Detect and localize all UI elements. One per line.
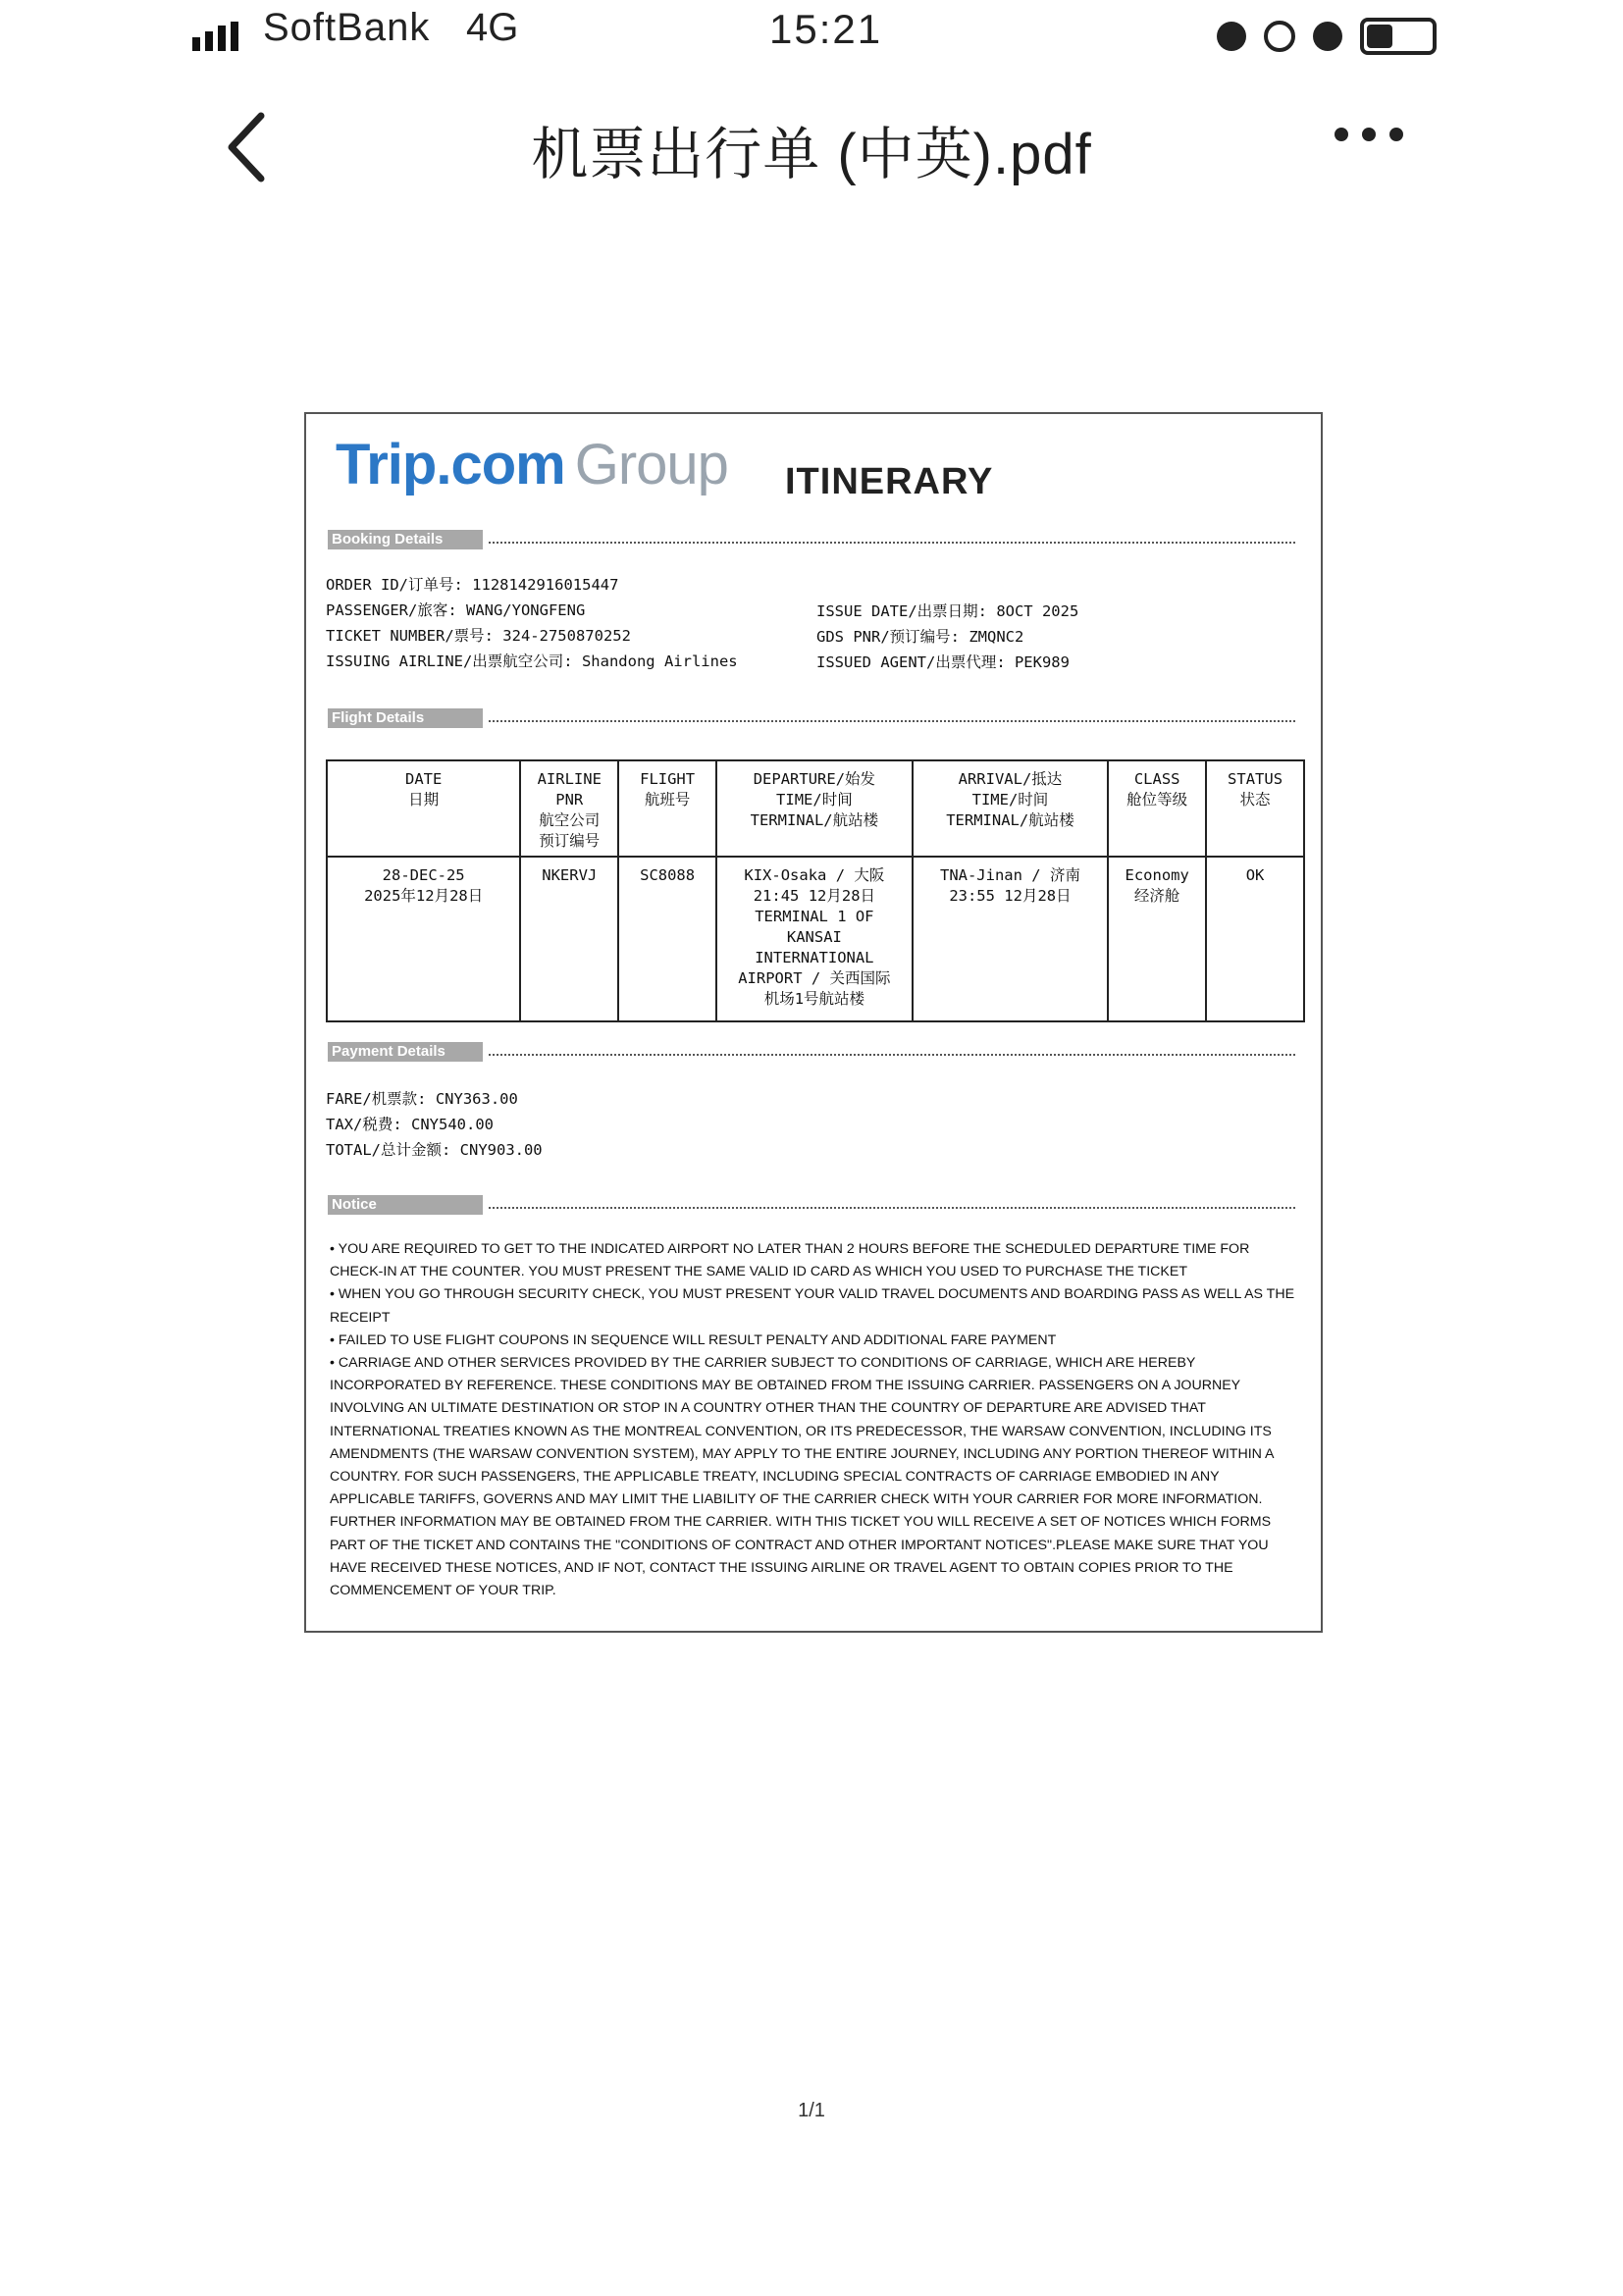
cell-text: 28-DEC-25 [382,866,465,884]
cell-text: 航班号 [644,791,691,809]
tax-amount: TAX/税费: CNY540.00 [326,1116,494,1133]
person-icon [1217,22,1246,51]
cell-text: TERMINAL 1 OF [755,908,874,925]
cell-text: Economy [1125,866,1189,884]
notification-icon [1313,22,1342,51]
network-type: 4G [466,6,519,49]
itinerary-heading: ITINERARY [785,461,994,502]
document-title: 机票出行单 (中英).pdf [531,123,1092,186]
cell-text: CLASS [1133,770,1180,788]
issued-agent: ISSUED AGENT/出票代理: PEK989 [816,653,1070,671]
table-header-cell-4 [913,760,1109,857]
cell-text: 经济舱 [1133,887,1180,905]
trip-com-logo [336,432,728,497]
status-icons [1217,18,1437,55]
divider [489,720,1295,722]
pdf-page [304,412,1323,1633]
carrier-name: SoftBank [263,6,431,49]
more-dot-icon [1389,128,1403,141]
divider [489,542,1295,544]
table-header-cell-1 [520,760,618,857]
cell-text: DEPARTURE/始发 [753,770,876,788]
cell-text: FLIGHT [640,770,696,788]
order-id: ORDER ID/订单号: 1128142916015447 [326,576,619,594]
passenger-name: PASSENGER/旅客: WANG/YONGFENG [326,601,586,619]
section-flight-details: Flight Details [328,708,483,728]
status-time: 15:21 [769,6,883,52]
cell-text: KIX-Osaka / 大阪 [744,866,885,884]
table-header-cell-3 [716,760,913,857]
table-cell-4 [913,857,1109,1021]
issuing-airline: ISSUING AIRLINE/出票航空公司: Shandong Airlines [326,652,738,670]
notice-list [330,1238,1301,1602]
cell-text: 机场1号航站楼 [763,990,865,1008]
nav-bar [0,88,1623,196]
cell-text: PNR [555,791,584,809]
table-cell-5 [1108,857,1206,1021]
cell-text: SC8088 [640,866,696,884]
cell-text: TIME/时间 [776,791,853,809]
table-cell-0 [327,857,520,1021]
notice-item: • FAILED TO USE FLIGHT COUPONS IN SEQUENCE WILL RESULT PENALTY AND ADDITIONAL FARE PAYMENT [330,1331,1057,1348]
cell-text: STATUS [1228,770,1283,788]
cell-text: ARRIVAL/抵达 [958,770,1063,788]
more-options-button[interactable] [1335,128,1413,157]
status-bar [0,0,1623,69]
cell-text: 航空公司 [539,811,601,829]
table-header-cell-0 [327,760,520,857]
signal-icon [192,22,238,51]
logo-trip: Trip.com [336,433,565,496]
cell-text: TERMINAL/航站楼 [946,811,1074,829]
cell-text: DATE [404,770,443,788]
cell-text: 状态 [1239,791,1271,809]
table-row [327,857,1304,1021]
logo-group: Group [574,433,728,496]
page-indicator: 1/1 [798,2100,825,2121]
divider [489,1054,1295,1056]
cell-text: TIME/时间 [971,791,1049,809]
more-dot-icon [1335,128,1348,141]
gds-pnr: GDS PNR/预订编号: ZMQNC2 [816,628,1024,646]
location-icon [1264,21,1295,52]
flight-table [326,759,1305,1022]
fare-amount: FARE/机票款: CNY363.00 [326,1090,518,1108]
notice-item: • CARRIAGE AND OTHER SERVICES PROVIDED BY THE CARRIER SUBJECT TO CONDITIONS OF CARRIAGE, WHICH ARE HEREBY INCORPORATED BY REFERENCE. THESE CONDITIONS MAY BE OBTAINED FROM THE ISSUING CARRIER. PASSENGERS ON A JOURNEY INVOLVING AN ULTIMATE DESTINATION OR STOP IN A COUNTRY OTHER THAN THE COUNTRY OF DEPARTURE ARE ADVISED THAT INTERNATIONAL TREATIES KNOWN AS THE MONTREAL CONVENTION, OR ITS PREDECESSOR, THE WARSAW CONVENTION, INCLUDING ITS AMENDMENTS (THE WARSAW CONVENTION SYSTEM), MAY APPLY TO THE ENTIRE JOURNEY, INCLUDING ANY PORTION THEREOF WITHIN A COUNTRY. FOR SUCH PASSENGERS, THE APPLICABLE TREATY, INCLUDING SPECIAL CONTRACTS OF CARRIAGE EMBODIED IN ANY APPLICABLE TARIFFS, GOVERNS AND MAY LIMIT THE LIABILITY OF THE CARRIER CHECK WITH YOUR CARRIER FOR MORE INFORMATION. FURTHER INFORMATION MAY BE OBTAINED FROM THE CARRIER. WITH THIS TICKET YOU WILL RECEIVE A SET OF NOTICES WHICH FORMS PART OF THE TICKET AND CONTAINS THE "CONDITIONS OF CONTRACT AND OTHER IMPORTANT NOTICES".PLEASE MAKE SURE THAT YOU HAVE RECEIVED THESE NOTICES, AND IF NOT, CONTACT THE ISSUING AIRLINE OR TRAVEL AGENT TO OBTAIN COPIES PRIOR TO THE COMMENCEMENT OF YOUR TRIP. [330,1355,1274,1599]
issue-date: ISSUE DATE/出票日期: 8OCT 2025 [816,602,1079,620]
cell-text: TNA-Jinan / 济南 [939,866,1080,884]
cell-text: KANSAI [786,928,842,946]
section-booking-details: Booking Details [328,530,483,549]
cell-text: 21:45 12月28日 [753,887,876,905]
cell-text: 2025年12月28日 [364,887,484,905]
cell-text: OK [1245,866,1265,884]
cell-text: AIRLINE [537,770,602,788]
table-cell-1 [520,857,618,1021]
cell-text: 舱位等级 [1126,791,1188,809]
table-header-cell-6 [1206,760,1304,857]
cell-text: TERMINAL/航站楼 [750,811,879,829]
table-header-cell-5 [1108,760,1206,857]
section-notice: Notice [328,1195,483,1215]
battery-icon [1360,18,1437,55]
cell-text: 预订编号 [539,832,601,850]
divider [489,1207,1295,1209]
more-dot-icon [1362,128,1376,141]
cell-text: 23:55 12月28日 [949,887,1072,905]
table-cell-3 [716,857,913,1021]
table-header-row [327,760,1304,857]
notice-item: • WHEN YOU GO THROUGH SECURITY CHECK, YOU MUST PRESENT YOUR VALID TRAVEL DOCUMENTS AND BOARDING PASS AS WELL AS THE RECEIPT [330,1286,1295,1326]
cell-text: INTERNATIONAL [755,949,874,966]
total-amount: TOTAL/总计金额: CNY903.00 [326,1141,543,1159]
table-cell-6 [1206,857,1304,1021]
table-header-cell-2 [618,760,716,857]
cell-text: NKERVJ [542,866,598,884]
table-cell-2 [618,857,716,1021]
cell-text: AIRPORT / 关西国际 [738,969,891,987]
section-payment-details: Payment Details [328,1042,483,1062]
cell-text: 日期 [408,791,440,809]
notice-item: • YOU ARE REQUIRED TO GET TO THE INDICATED AIRPORT NO LATER THAN 2 HOURS BEFORE THE SCHEDULED DEPARTURE TIME FOR CHECK-IN AT THE COUNTER. YOU MUST PRESENT THE SAME VALID ID CARD AS WHICH YOU USED TO PURCHASE THE TICKET [330,1241,1250,1280]
ticket-number: TICKET NUMBER/票号: 324-2750870252 [326,627,631,645]
